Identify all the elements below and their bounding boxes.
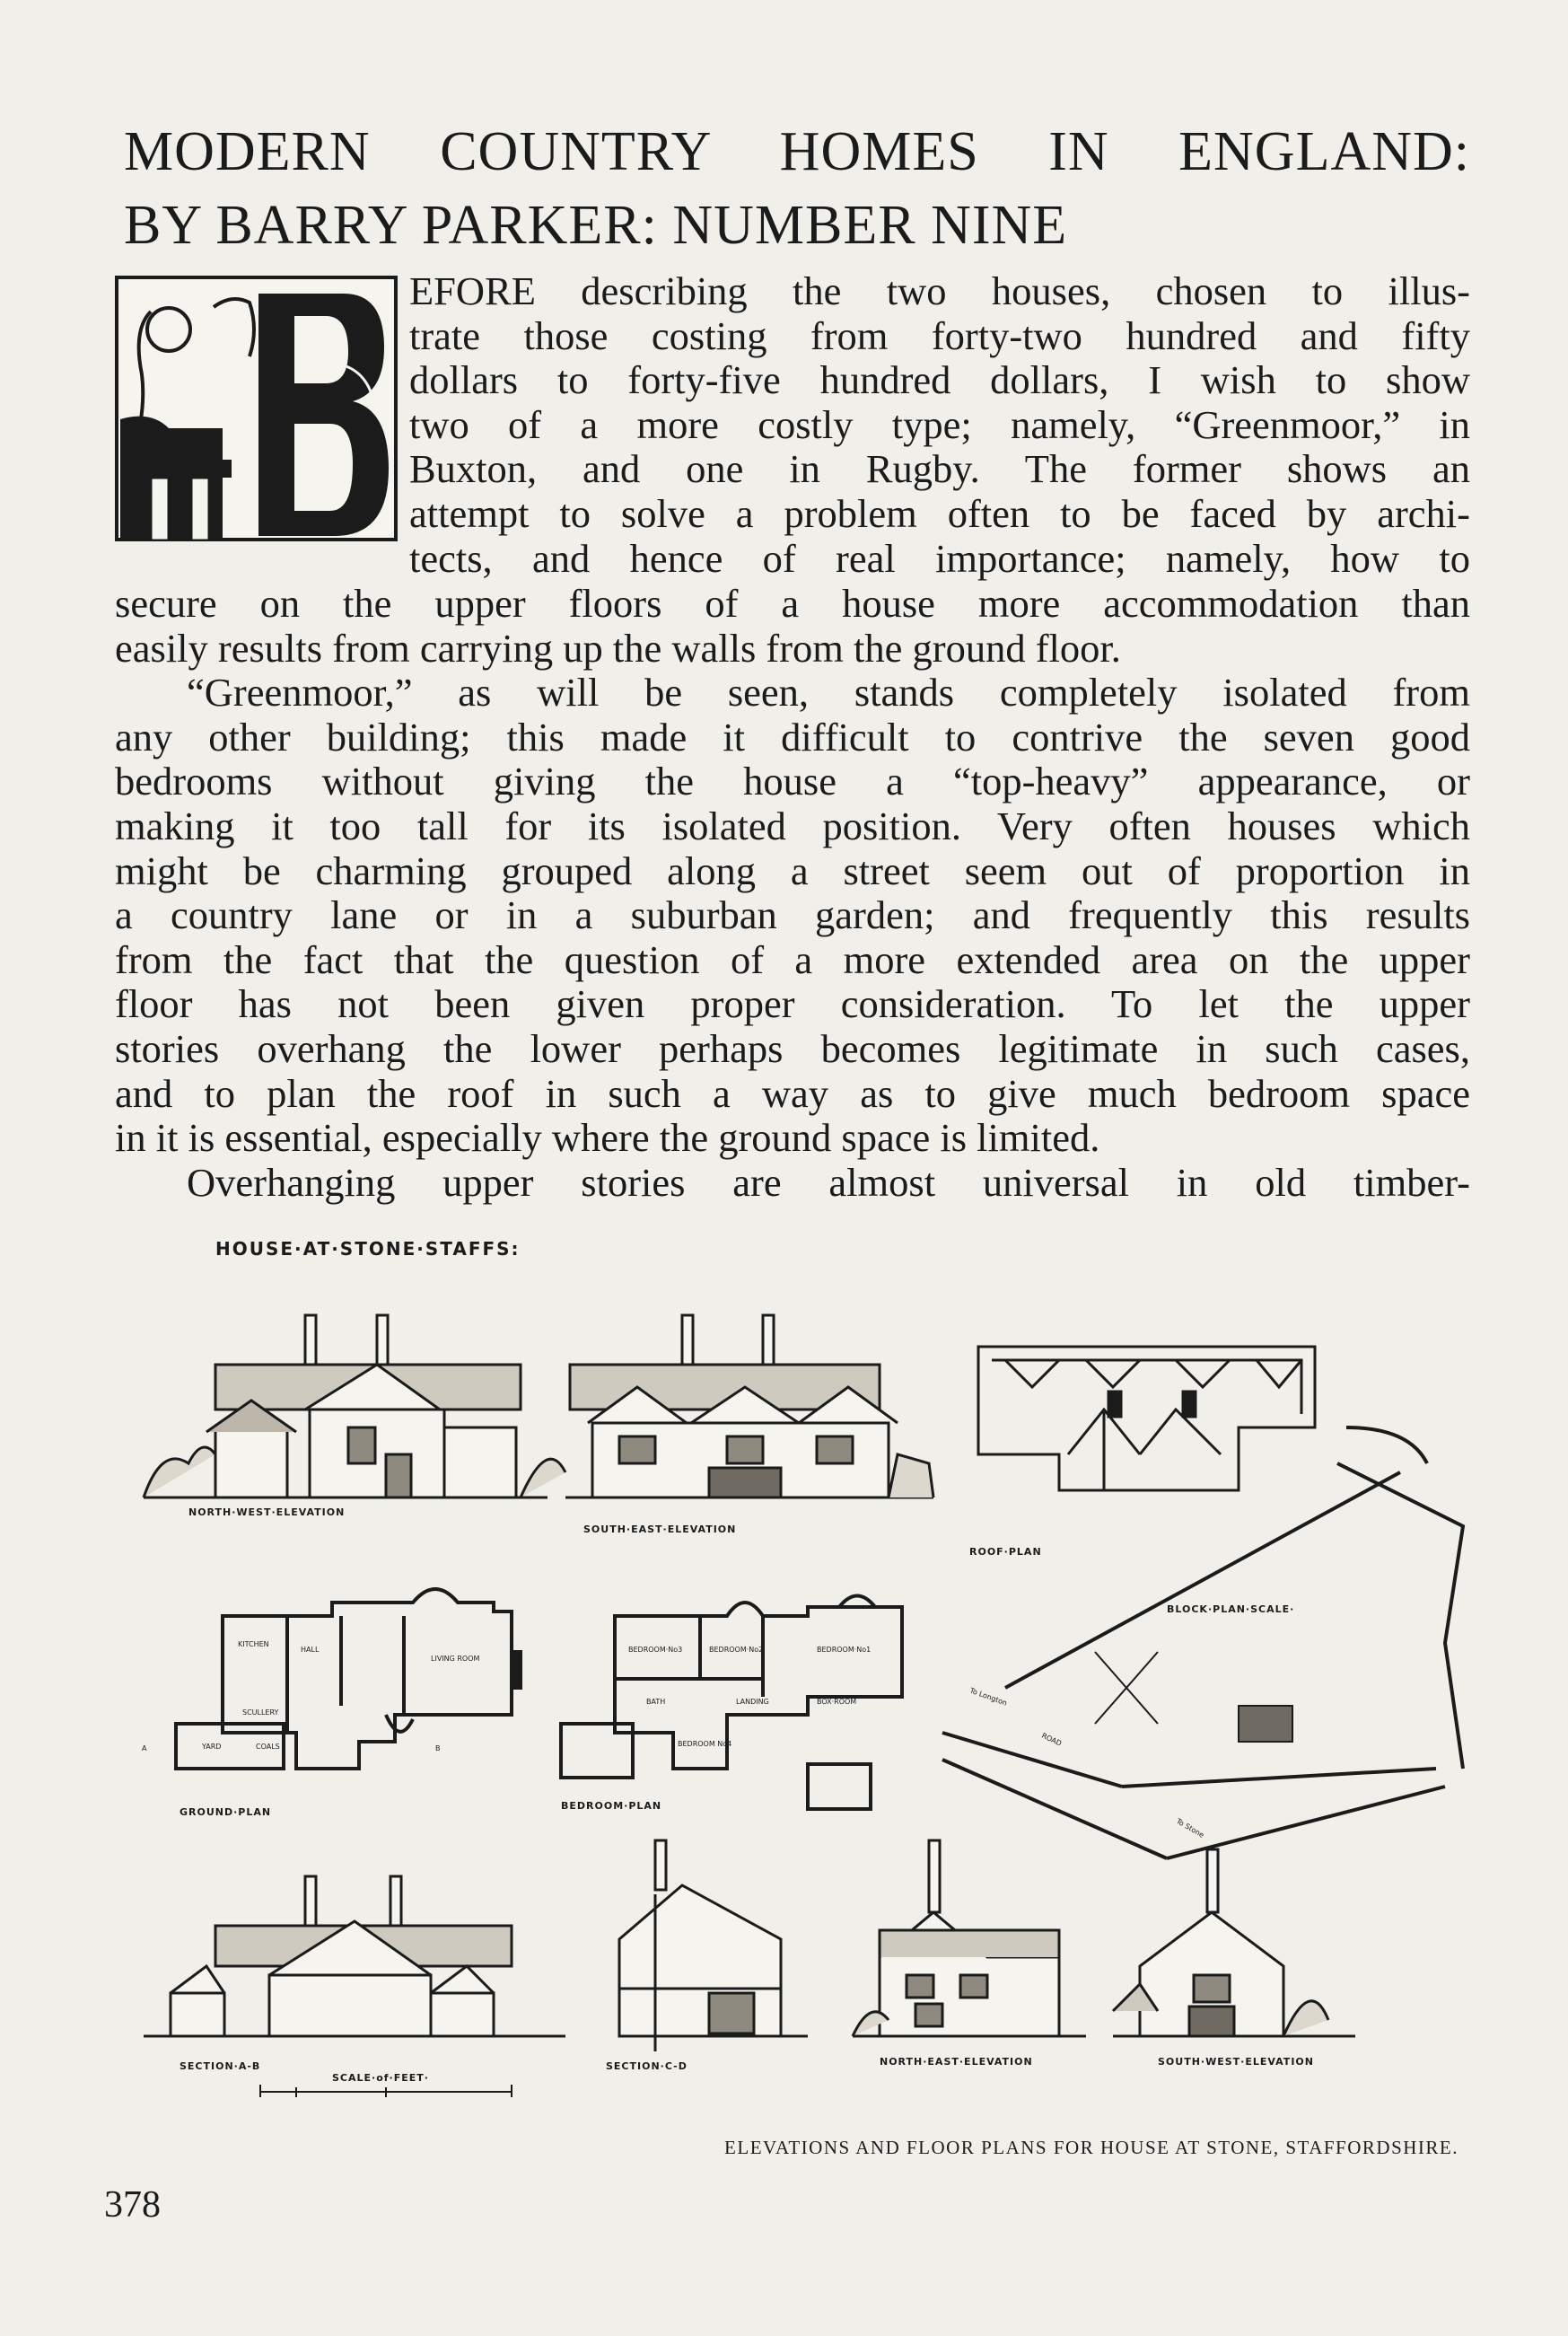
road-label: To Stone [1175, 1816, 1206, 1840]
room-label: LANDING [736, 1698, 769, 1706]
text-line: two of a more costly type; namely, “Greenmoor,” in [409, 401, 1470, 447]
text-line: and to plan the roof in such a way as to give much bedroom space [115, 1070, 1470, 1116]
text-line: making it too tall for its isolated position. Very often houses which [115, 803, 1470, 848]
block-plan [942, 1427, 1463, 1858]
text-line: Buxton, and one in Rugby. The former shows an [409, 446, 1470, 492]
room-label: BOX·ROOM [817, 1698, 857, 1706]
room-label: BATH [646, 1698, 666, 1706]
figure-caption: ELEVATIONS AND FLOOR PLANS FOR HOUSE AT STONE, STAFFORDSHIRE. [724, 2137, 1459, 2158]
article-title [124, 115, 1470, 262]
paragraph-1-intro [409, 269, 1470, 581]
body-text [115, 582, 1470, 1205]
text-line: might be charming grouped along a street seem out of proportion in [115, 847, 1470, 893]
text-line: trate those costing from forty-two hundred and fifty [409, 312, 1470, 358]
room-label: LIVING ROOM [431, 1655, 480, 1663]
south-east-elevation [565, 1315, 933, 1497]
section-a-b [144, 1876, 565, 2036]
page-number: 378 [104, 2184, 161, 2226]
text-line: floor has not been given proper consideration. To let the upper [115, 981, 1470, 1027]
section-marker: B [435, 1744, 441, 1752]
south-east-label: SOUTH·EAST·ELEVATION [583, 1524, 737, 1535]
plate-heading: HOUSE·AT·STONE·STAFFS: [215, 1238, 521, 1260]
architectural-plate [117, 1230, 1499, 2110]
room-label: SCULLERY [242, 1708, 279, 1717]
text-line: tects, and hence of real importance; namely, how to [409, 535, 1470, 581]
text-line: dollars to forty-five hundred dollars, I wish to show [409, 357, 1470, 403]
north-east-elevation [853, 1840, 1086, 2036]
scale-bar [260, 2085, 512, 2097]
room-label: HALL [301, 1646, 320, 1654]
room-label: BEDROOM·No2 [709, 1646, 764, 1654]
room-label: YARD [202, 1743, 222, 1751]
text-line: EFORE describing the two houses, chosen to illus- [409, 268, 1470, 313]
section-ab-label: SECTION·A-B [180, 2060, 261, 2072]
roof-plan [978, 1347, 1315, 1490]
bedroom-plan-label: BEDROOM·PLAN [561, 1800, 662, 1812]
ground-plan [176, 1589, 521, 1769]
text-line: in it is essential, especially where the ground space is limited. [115, 1115, 1100, 1161]
room-label: COALS [256, 1743, 280, 1751]
road-label: ROAD [1040, 1731, 1064, 1748]
text-line: any other building; this made it difficult to contrive the seven good [115, 714, 1470, 760]
text-line: from the fact that the question of a more extended area on the upper [115, 936, 1470, 982]
room-label: BEDROOM·No1 [817, 1646, 872, 1654]
room-label: BEDROOM No4 [678, 1740, 732, 1748]
text-line: “Greenmoor,” as will be seen, stands completely isolated from [187, 670, 1470, 716]
section-c-d [619, 1840, 808, 2051]
drop-cap-illustration [115, 276, 398, 541]
text-line: easily results from carrying up the walls from the ground floor. [115, 625, 1121, 671]
title-line-2: BY BARRY PARKER: NUMBER NINE [124, 195, 1068, 256]
room-label: KITCHEN [238, 1640, 269, 1648]
text-line: attempt to solve a problem often to be faced by archi- [409, 490, 1470, 536]
roof-plan-label: ROOF·PLAN [969, 1546, 1042, 1558]
room-label: BEDROOM·No3 [628, 1646, 683, 1654]
text-line: a country lane or in a suburban garden; and frequently this results [115, 892, 1470, 938]
section-cd-label: SECTION·C-D [606, 2060, 688, 2072]
text-line: stories overhang the lower perhaps becomes legitimate in such cases, [115, 1025, 1470, 1071]
south-west-elevation [1113, 1849, 1355, 2036]
title-line-1: MODERN COUNTRY HOMES IN ENGLAND: [124, 121, 1470, 182]
text-line: bedrooms without giving the house a “top-heavy” appearance, or [115, 759, 1470, 804]
road-label: To Longton [968, 1686, 1009, 1708]
block-plan-label: BLOCK·PLAN·SCALE· [1167, 1603, 1295, 1615]
north-east-label: NORTH·EAST·ELEVATION [880, 2056, 1033, 2068]
scale-label: SCALE·of·FEET· [332, 2072, 429, 2084]
section-marker: A [142, 1744, 147, 1752]
ground-plan-label: GROUND·PLAN [180, 1806, 272, 1818]
north-west-label: NORTH·WEST·ELEVATION [188, 1506, 346, 1518]
text-line: secure on the upper floors of a house more accommodation than [115, 581, 1470, 626]
text-line: Overhanging upper stories are almost universal in old timber- [187, 1159, 1470, 1205]
south-west-label: SOUTH·WEST·ELEVATION [1158, 2056, 1314, 2068]
north-west-elevation [144, 1315, 565, 1497]
